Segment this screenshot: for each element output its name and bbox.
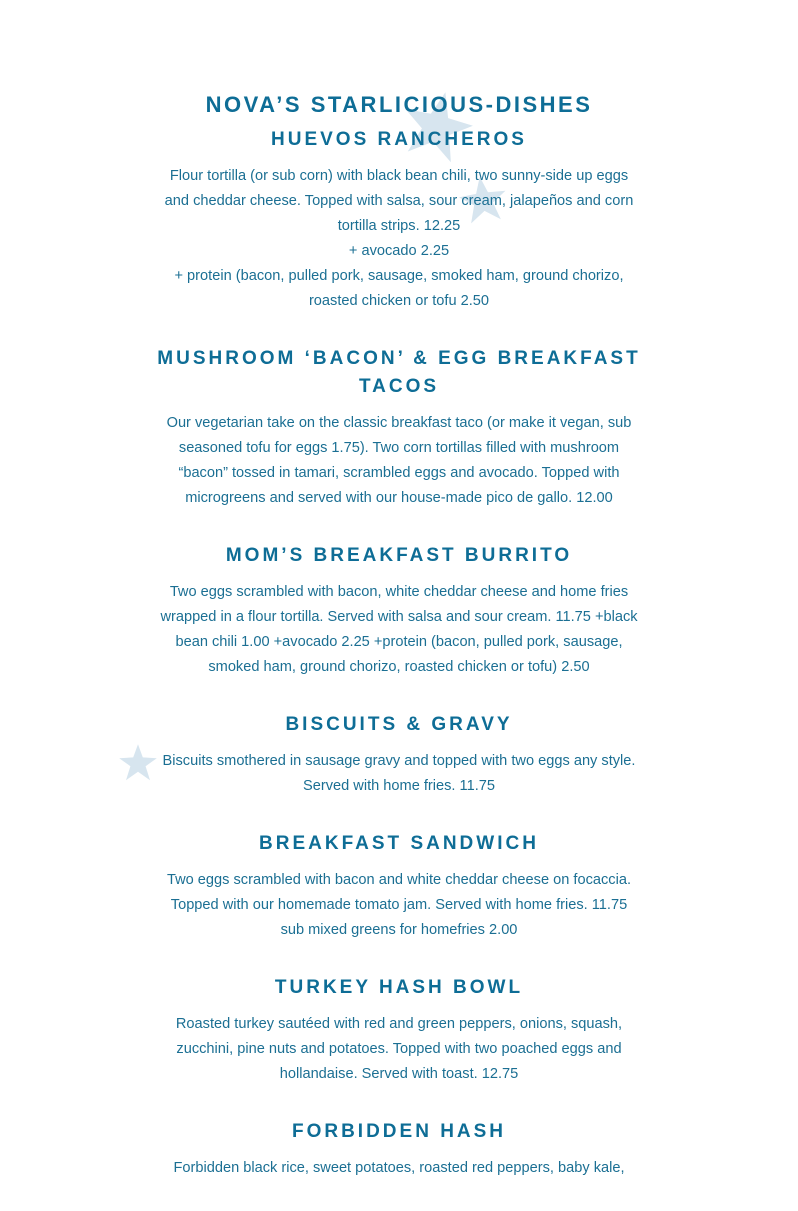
menu-item: [130, 126, 668, 314]
description-line: Topped with our homemade tomato jam. Served with home fries. 11.75: [170, 897, 628, 913]
dish-name: HUEVOS RANCHEROS: [271, 129, 527, 150]
dish-name: BISCUITS & GRAVY: [285, 714, 513, 735]
menu-item: [130, 830, 668, 943]
description-line: Two eggs scrambled with bacon and white cheddar cheese on focaccia.: [166, 872, 632, 888]
description-line: smoked ham, ground chorizo, roasted chicken or tofu) 2.50: [208, 659, 590, 675]
description-line: Served with home fries. 11.75: [303, 778, 495, 794]
dish-description: [130, 164, 668, 314]
menu-item: [130, 974, 668, 1087]
description-line: bean chili 1.00 +avocado 2.25 +protein (bacon, pulled pork, sausage,: [175, 634, 623, 650]
description-line: + avocado 2.25: [348, 243, 450, 259]
dish-description: [130, 580, 668, 680]
description-line: seasoned tofu for eggs 1.75). Two corn tortillas filled with mushroom: [178, 440, 620, 456]
dish-name: BREAKFAST SANDWICH: [259, 833, 539, 854]
description-line: sub mixed greens for homefries 2.00: [280, 922, 518, 938]
description-line: hollandaise. Served with toast. 12.75: [279, 1066, 519, 1082]
menu-item: [130, 542, 668, 680]
description-line: zucchini, pine nuts and potatoes. Topped with two poached eggs and: [176, 1041, 622, 1057]
menu-item: [130, 711, 668, 799]
dish-description: [130, 411, 668, 511]
menu-item: [130, 1118, 668, 1181]
menu: [130, 88, 668, 1211]
dish-name: TURKEY HASH BOWL: [274, 977, 524, 998]
dish-name-line: MUSHROOM ‘BACON’ & EGG BREAKFAST: [157, 348, 641, 369]
dish-description: [130, 1012, 668, 1087]
description-line: roasted chicken or tofu 2.50: [308, 293, 490, 309]
description-line: Two eggs scrambled with bacon, white cheddar cheese and home fries: [169, 584, 629, 600]
description-line: microgreens and served with our house-made pico de gallo. 12.00: [185, 490, 613, 506]
description-line: tortilla strips. 12.25: [337, 218, 461, 234]
description-line: + protein (bacon, pulled pork, sausage, smoked ham, ground chorizo,: [174, 268, 624, 284]
description-line: wrapped in a flour tortilla. Served with salsa and sour cream. 11.75 +black: [160, 609, 638, 625]
dish-name: [130, 345, 668, 401]
description-line: Our vegetarian take on the classic breakfast taco (or make it vegan, sub: [166, 415, 632, 431]
page-title: NOVA’S STARLICIOUS-DISHES: [205, 92, 593, 117]
description-line: Roasted turkey sautéed with red and green peppers, onions, squash,: [175, 1016, 623, 1032]
dish-description: [130, 749, 668, 799]
dish-name-line: TACOS: [358, 376, 440, 397]
description-line: Forbidden black rice, sweet potatoes, roasted red peppers, baby kale,: [173, 1160, 625, 1176]
description-line: and cheddar cheese. Topped with salsa, sour cream, jalapeños and corn: [164, 193, 634, 209]
description-line: Flour tortilla (or sub corn) with black bean chili, two sunny-side up eggs: [169, 168, 629, 184]
menu-item: [130, 345, 668, 511]
description-line: “bacon” tossed in tamari, scrambled eggs and avocado. Topped with: [178, 465, 620, 481]
dish-name: FORBIDDEN HASH: [291, 1121, 507, 1142]
dish-description: [130, 868, 668, 943]
description-line: Biscuits smothered in sausage gravy and topped with two eggs any style.: [162, 753, 636, 769]
dish-name: MOM’S BREAKFAST BURRITO: [225, 545, 573, 566]
dish-description: [130, 1156, 668, 1181]
